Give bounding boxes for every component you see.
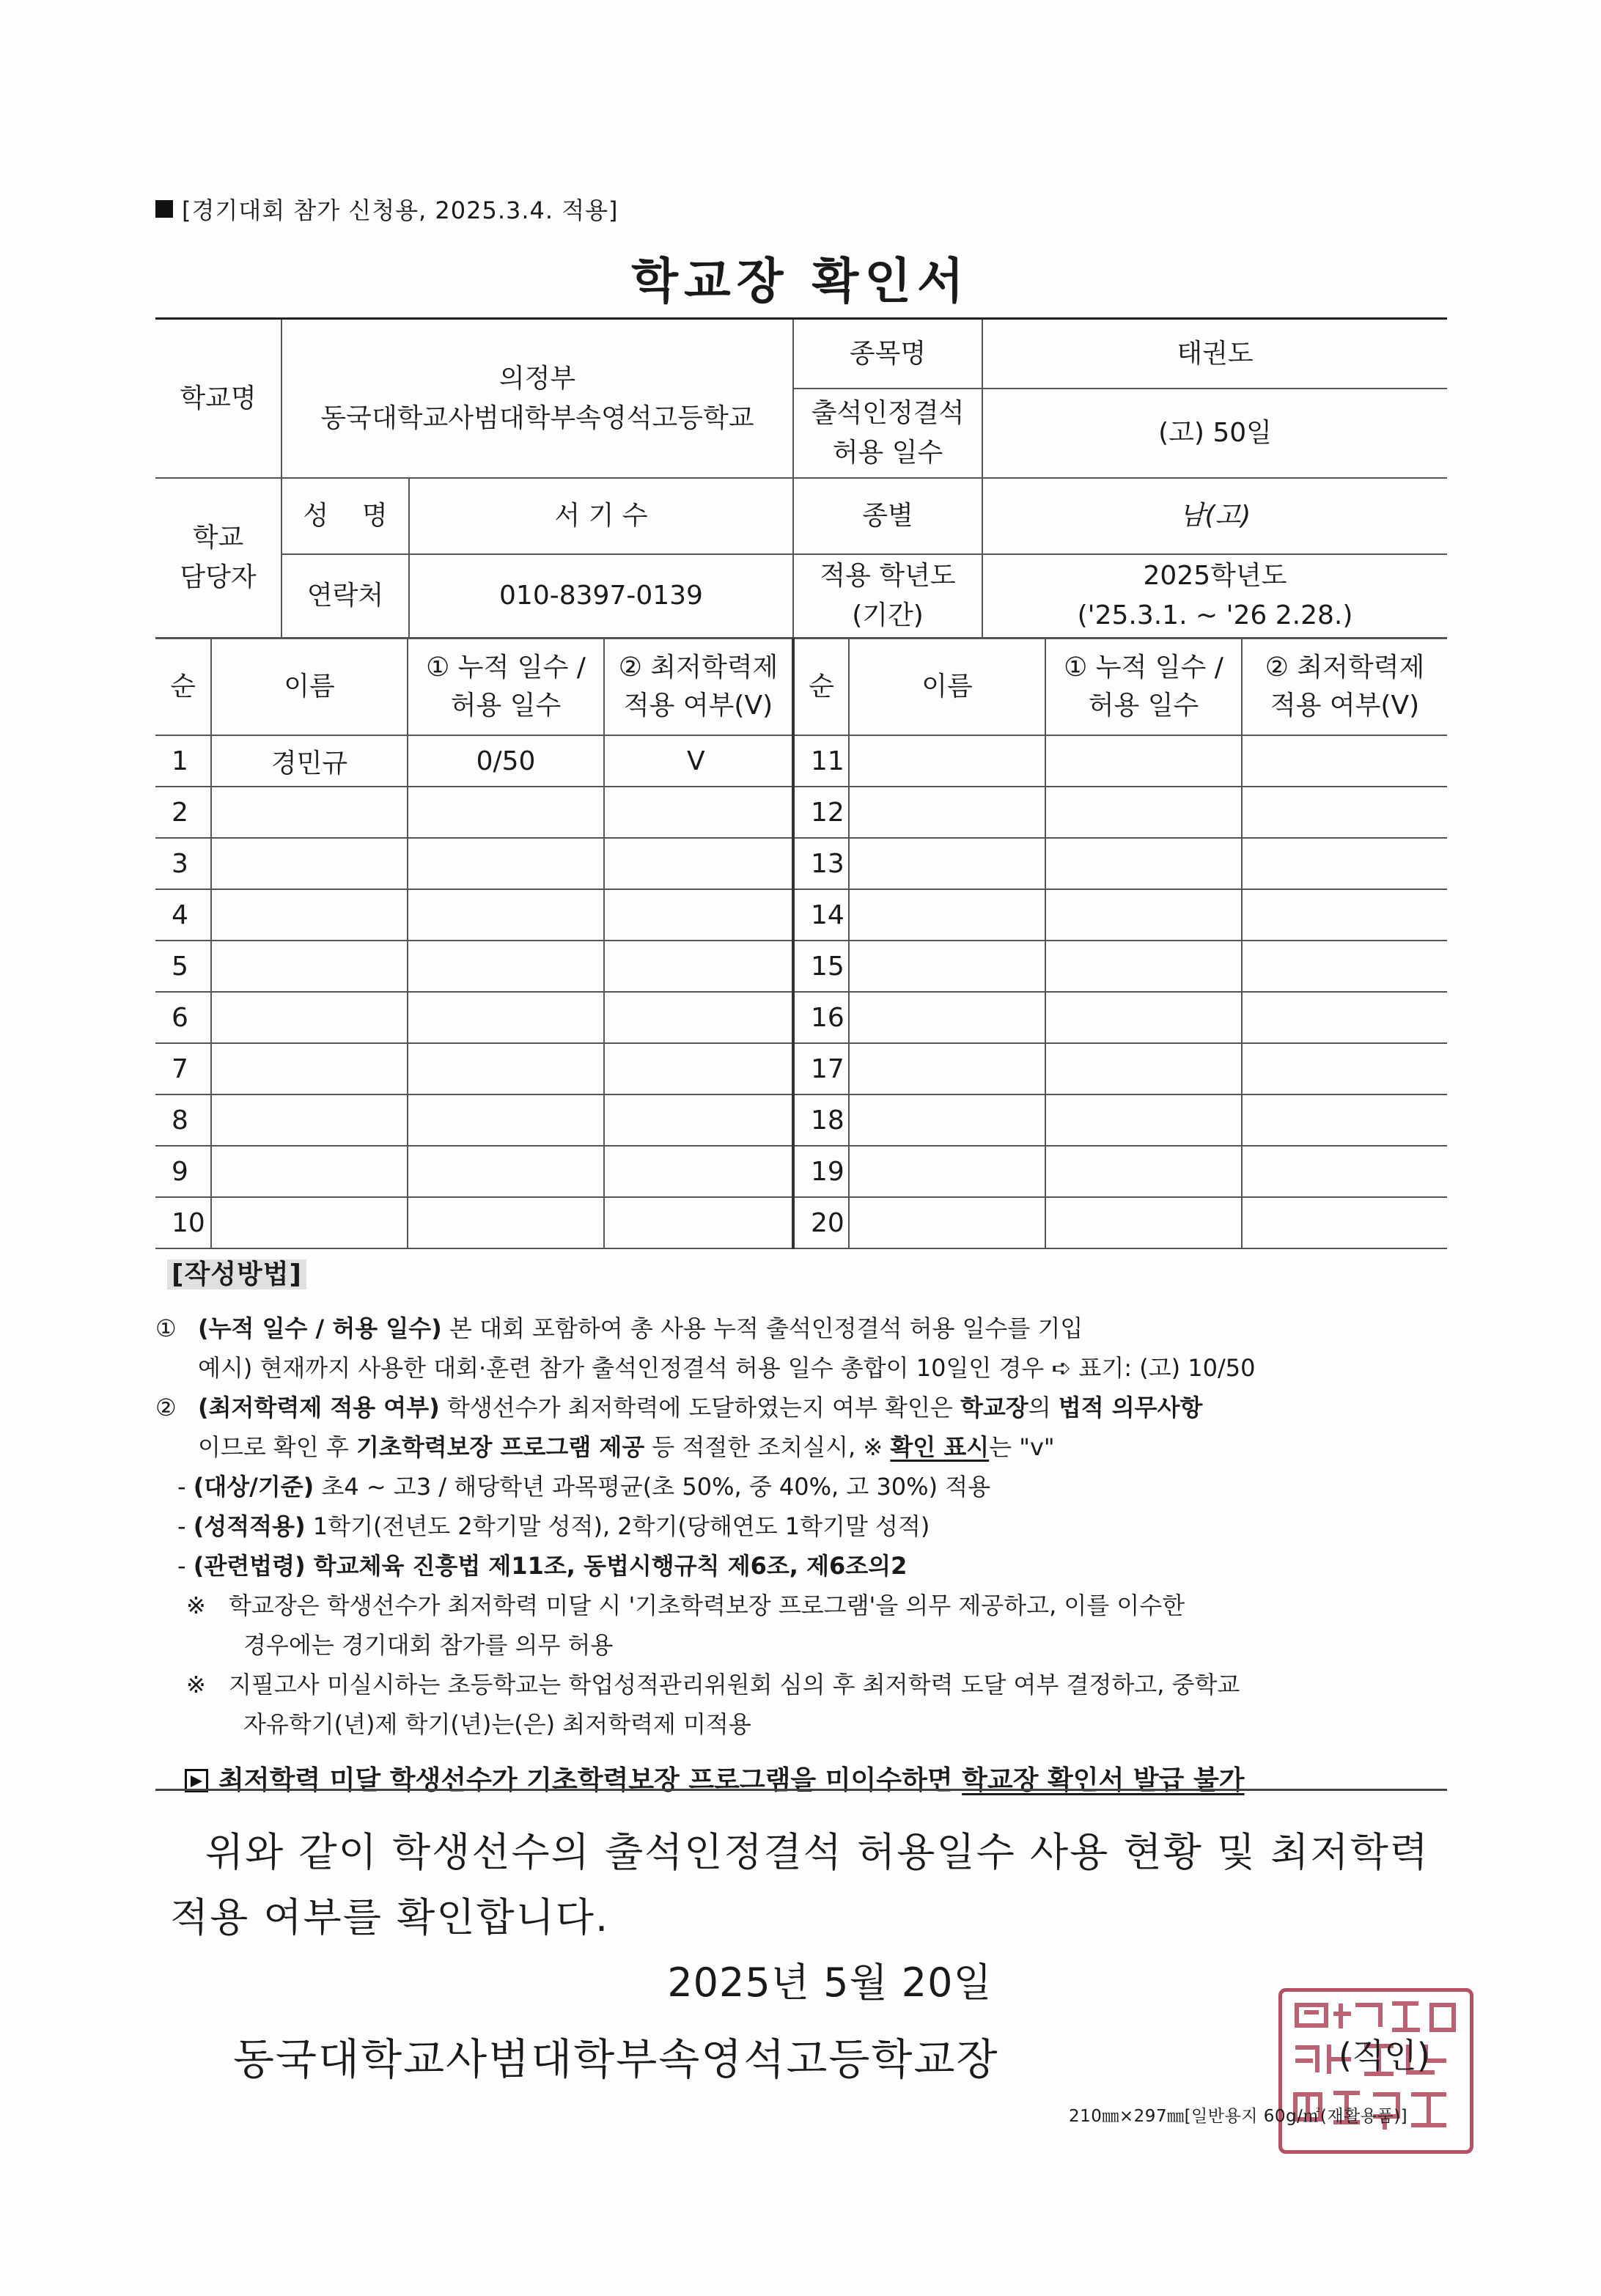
- student-name: [849, 787, 1045, 838]
- final-notice-a: 최저학력 미달 학생선수가 기초학력보장 프로그램을 미이수하면: [218, 1765, 963, 1795]
- school-year-value-line1: 2025학년도: [1143, 561, 1287, 591]
- confirmation-line-2: 적용 여부를 확인합니다.: [170, 1894, 610, 1941]
- student-name: [849, 735, 1045, 787]
- roster-header-no: 순: [793, 639, 849, 735]
- note2-line1: 지필고사 미실시하는 초등학교는 학업성적관리위원회 심의 후 최저학력 도달 여부 결정하고, 중학교: [229, 1671, 1240, 1699]
- row-number: 7: [155, 1043, 211, 1094]
- cumulative-days: [408, 1043, 604, 1094]
- student-roster-table: [155, 638, 1447, 1249]
- minimum-check: [1242, 787, 1447, 838]
- sub1-bold: (대상/기준): [193, 1473, 314, 1501]
- minimum-check: [604, 787, 793, 838]
- table-row: [155, 838, 1447, 889]
- sub1-text: 초4 ~ 고3 / 해당학년 과목평균(초 50%, 중 40%, 고 30%) 적용: [314, 1473, 991, 1501]
- cumulative-days: [1045, 787, 1242, 838]
- minimum-check: V: [604, 735, 793, 787]
- table-row: [155, 889, 1447, 941]
- table-row: [155, 1146, 1447, 1197]
- cumulative-days: [1045, 1146, 1242, 1197]
- table-row: [155, 992, 1447, 1043]
- cumulative-days: [408, 941, 604, 992]
- cumulative-days: [408, 1094, 604, 1146]
- row-number: 20: [793, 1197, 849, 1248]
- sub2-bold: (성적적용): [193, 1512, 306, 1540]
- item2-line2-a: 이므로 확인 후: [198, 1433, 356, 1461]
- event-label: 종목명: [793, 320, 982, 389]
- row-number: 4: [155, 889, 211, 941]
- minimum-check: [1242, 941, 1447, 992]
- cumulative-days: [408, 1197, 604, 1248]
- minimum-check: [604, 889, 793, 941]
- student-name: [849, 1094, 1045, 1146]
- contact-value: 010-8397-0139: [409, 554, 793, 638]
- minimum-check: [1242, 838, 1447, 889]
- student-name: [211, 838, 408, 889]
- school-name-cell: [281, 320, 793, 478]
- minimum-check: [1242, 1146, 1447, 1197]
- table-row: [155, 1197, 1447, 1248]
- item2-bold-b: 학교장: [960, 1394, 1028, 1421]
- school-year-label-line1: 적용 학년도: [820, 561, 956, 591]
- student-name: 경민규: [211, 735, 408, 787]
- absence-label: [793, 389, 982, 478]
- minimum-check: [604, 838, 793, 889]
- item2-bold-d: 법적 의무사항: [1058, 1394, 1203, 1421]
- school-name-label: 학교명: [155, 320, 281, 478]
- row-number: 6: [155, 992, 211, 1043]
- student-name: [211, 1146, 408, 1197]
- table-row: [155, 941, 1447, 992]
- row-number: 14: [793, 889, 849, 941]
- instructions-title-text: [작성방법]: [167, 1259, 306, 1289]
- cumulative-days: [1045, 1043, 1242, 1094]
- item2-line2-mark: 확인 표시: [890, 1433, 990, 1461]
- row-number: 11: [793, 735, 849, 787]
- cumulative-days: [1045, 992, 1242, 1043]
- minimum-check: [1242, 992, 1447, 1043]
- manager-name-label: 성 명: [281, 478, 409, 554]
- minimum-check: [604, 1094, 793, 1146]
- student-name: [211, 941, 408, 992]
- student-name: [849, 1197, 1045, 1248]
- item1-bold: (누적 일수 / 허용 일수): [198, 1314, 442, 1342]
- school-year-label: [793, 554, 982, 638]
- item1-mark: ①: [155, 1314, 177, 1342]
- sub3-bold: (관련법령) 학교체육 진흥법 제11조, 동법시행규칙 제6조, 제6조의2: [193, 1552, 908, 1580]
- paper-spec: 210㎜×297㎜[일반용지 60g/㎡(재활용품)]: [1069, 2107, 1408, 2126]
- roster-header-name: 이름: [849, 639, 1045, 735]
- roster-header-minimum-line1: ② 최저학력제: [618, 652, 779, 682]
- section-divider: [155, 1789, 1447, 1791]
- absence-label-line2: 허용 일수: [832, 438, 943, 468]
- note1-line1: 학교장은 학생선수가 최저학력 미달 시 '기초학력보장 프로그램'을 의무 제공하고, 이를 이수한: [229, 1592, 1185, 1619]
- absence-value: (고) 50일: [982, 389, 1447, 478]
- item2-text-a: 학생선수가 최저학력에 도달하였는지 여부 확인은: [439, 1394, 960, 1421]
- row-number: 16: [793, 992, 849, 1043]
- student-name: [849, 1146, 1045, 1197]
- manager-label: [155, 478, 281, 638]
- cumulative-days: [408, 992, 604, 1043]
- minimum-check: [604, 1146, 793, 1197]
- table-row: [155, 1094, 1447, 1146]
- cumulative-days: [408, 787, 604, 838]
- student-name: [849, 838, 1045, 889]
- minimum-check: [1242, 1043, 1447, 1094]
- minimum-check: [1242, 735, 1447, 787]
- confirmation-line-1: 위와 같이 학생선수의 출석인정결석 허용일수 사용 현황 및 최저학력: [205, 1829, 1429, 1875]
- manager-label-line1: 학교: [192, 523, 244, 553]
- item2-line2-b: 등 적절한 조치실시, ※: [644, 1433, 891, 1461]
- row-number: 5: [155, 941, 211, 992]
- row-number: 13: [793, 838, 849, 889]
- student-name: [211, 992, 408, 1043]
- minimum-check: [604, 1197, 793, 1248]
- confirmation-statement: [170, 1819, 1460, 1950]
- table-row: [155, 735, 1447, 787]
- issue-date: 2025년 5월 20일: [667, 1960, 993, 2006]
- student-name: [211, 889, 408, 941]
- school-name: 동국대학교사범대학부속영석고등학교: [320, 402, 754, 433]
- sub-item-grades: - (성적적용) 1학기(전년도 2학기말 성적), 2학기(당해연도 1학기말 성적): [177, 1512, 930, 1540]
- manager-label-line2: 담당자: [180, 562, 257, 592]
- minimum-check: [1242, 889, 1447, 941]
- roster-header-cumulative-line2: 허용 일수: [450, 691, 562, 721]
- sub-item-target: - (대상/기준) 초4 ~ 고3 / 해당학년 과목평균(초 50%, 중 40%, 고 30%) 적용: [177, 1473, 991, 1501]
- cumulative-days: [408, 838, 604, 889]
- roster-header-cumulative: [408, 639, 604, 735]
- item2-text-c: 의: [1028, 1394, 1059, 1421]
- instructions-title: [167, 1255, 1468, 1295]
- school-region: 의정부: [498, 363, 576, 394]
- minimum-check: [1242, 1094, 1447, 1146]
- roster-header-cumulative-line2: 허용 일수: [1088, 691, 1199, 721]
- cumulative-days: [1045, 1094, 1242, 1146]
- student-name: [211, 1043, 408, 1094]
- school-info-table: [155, 320, 1447, 639]
- form-usage-note: [155, 192, 619, 226]
- row-number: 8: [155, 1094, 211, 1146]
- contact-label: 연락처: [281, 554, 409, 638]
- sub-item-law: - (관련법령) 학교체육 진흥법 제11조, 동법시행규칙 제6조, 제6조의2: [177, 1552, 908, 1580]
- row-number: 19: [793, 1146, 849, 1197]
- school-year-value-line2: ('25.3.1. ~ '26 2.28.): [1077, 600, 1353, 630]
- final-notice-text: [218, 1761, 1245, 1800]
- note-1-line2: 경우에는 경기대회 참가를 의무 허용: [243, 1631, 614, 1659]
- roster-header-name: 이름: [211, 639, 408, 735]
- gender-value: 남(고): [982, 478, 1447, 554]
- cumulative-days: [408, 889, 604, 941]
- student-name: [211, 1094, 408, 1146]
- cumulative-days: [1045, 735, 1242, 787]
- item1-text: 본 대회 포함하여 총 사용 누적 출석인정결석 허용 일수를 기입: [441, 1314, 1083, 1342]
- instructions-section: [155, 1255, 1468, 1800]
- gender-label: 종별: [793, 478, 982, 554]
- minimum-check: [604, 941, 793, 992]
- cumulative-days: [1045, 889, 1242, 941]
- row-number: 15: [793, 941, 849, 992]
- item2-mark: ②: [155, 1394, 177, 1421]
- reference-mark-icon: ※: [186, 1671, 206, 1699]
- minimum-check: [1242, 1197, 1447, 1248]
- note-2: [155, 1667, 1468, 1702]
- page-title: 학교장 확인서: [631, 253, 970, 309]
- cumulative-days: [1045, 941, 1242, 992]
- school-year-label-line2: (기간): [852, 600, 924, 630]
- item2-line2-c: 는 "v": [989, 1433, 1055, 1461]
- student-name: [211, 787, 408, 838]
- instruction-item-2-line2: [155, 1430, 1468, 1465]
- item2-bold: (최저학력제 적용 여부): [198, 1394, 440, 1421]
- student-name: [849, 941, 1045, 992]
- instruction-item-1-example: 예시) 현재까지 사용한 대회·훈련 참가 출석인정결석 허용 일수 총합이 10일인 경우 ➪ 표기: (고) 10/50: [198, 1354, 1256, 1382]
- school-year-value: [982, 554, 1447, 638]
- form-usage-text: [경기대회 참가 신청용, 2025.3.4. 적용]: [182, 196, 619, 224]
- roster-header-minimum-line2: 적용 여부(V): [623, 691, 773, 721]
- table-row: [155, 1043, 1447, 1094]
- roster-header-minimum: [604, 639, 793, 735]
- roster-body: [155, 735, 1447, 1248]
- roster-header-cumulative-line1: ① 누적 일수 /: [426, 652, 586, 682]
- seal-label: (직인): [1339, 2036, 1430, 2075]
- item2-line2-bold: 기초학력보장 프로그램 제공: [356, 1433, 645, 1461]
- roster-header-minimum-line1: ② 최저학력제: [1265, 652, 1425, 682]
- cumulative-days: 0/50: [408, 735, 604, 787]
- absence-label-line1: 출석인정결석: [811, 398, 965, 428]
- instruction-item-1: [155, 1311, 1468, 1346]
- note-1: [155, 1588, 1468, 1623]
- row-number: 18: [793, 1094, 849, 1146]
- sub2-text: 1학기(전년도 2학기말 성적), 2학기(당해연도 1학기말 성적): [305, 1512, 930, 1540]
- minimum-check: [604, 1043, 793, 1094]
- roster-header-minimum-line2: 적용 여부(V): [1270, 691, 1420, 721]
- square-bullet-icon: [155, 200, 173, 218]
- row-number: 2: [155, 787, 211, 838]
- note-2-line2: 자유학기(년)제 학기(년)는(은) 최저학력제 미적용: [243, 1710, 751, 1738]
- row-number: 10: [155, 1197, 211, 1248]
- student-name: [849, 1043, 1045, 1094]
- row-number: 17: [793, 1043, 849, 1094]
- final-notice-b: 학교장 확인서 발급 불가: [962, 1765, 1245, 1795]
- row-number: 3: [155, 838, 211, 889]
- student-name: [849, 889, 1045, 941]
- roster-header-cumulative-line1: ① 누적 일수 /: [1064, 652, 1223, 682]
- manager-name-value: 서 기 수: [409, 478, 793, 554]
- roster-header-cumulative: [1045, 639, 1242, 735]
- final-notice: [155, 1761, 1468, 1800]
- instruction-item-2: [155, 1390, 1468, 1425]
- row-number: 12: [793, 787, 849, 838]
- student-name: [849, 992, 1045, 1043]
- cumulative-days: [408, 1146, 604, 1197]
- roster-header-minimum: [1242, 639, 1447, 735]
- event-value: 태권도: [982, 320, 1447, 389]
- row-number: 9: [155, 1146, 211, 1197]
- row-number: 1: [155, 735, 211, 787]
- table-row: [155, 787, 1447, 838]
- student-name: [211, 1197, 408, 1248]
- cumulative-days: [1045, 1197, 1242, 1248]
- minimum-check: [604, 992, 793, 1043]
- roster-header-no: 순: [155, 639, 211, 735]
- reference-mark-icon: ※: [186, 1592, 206, 1619]
- cumulative-days: [1045, 838, 1242, 889]
- principal-title: 동국대학교사범대학부속영석고등학교장: [233, 2034, 999, 2084]
